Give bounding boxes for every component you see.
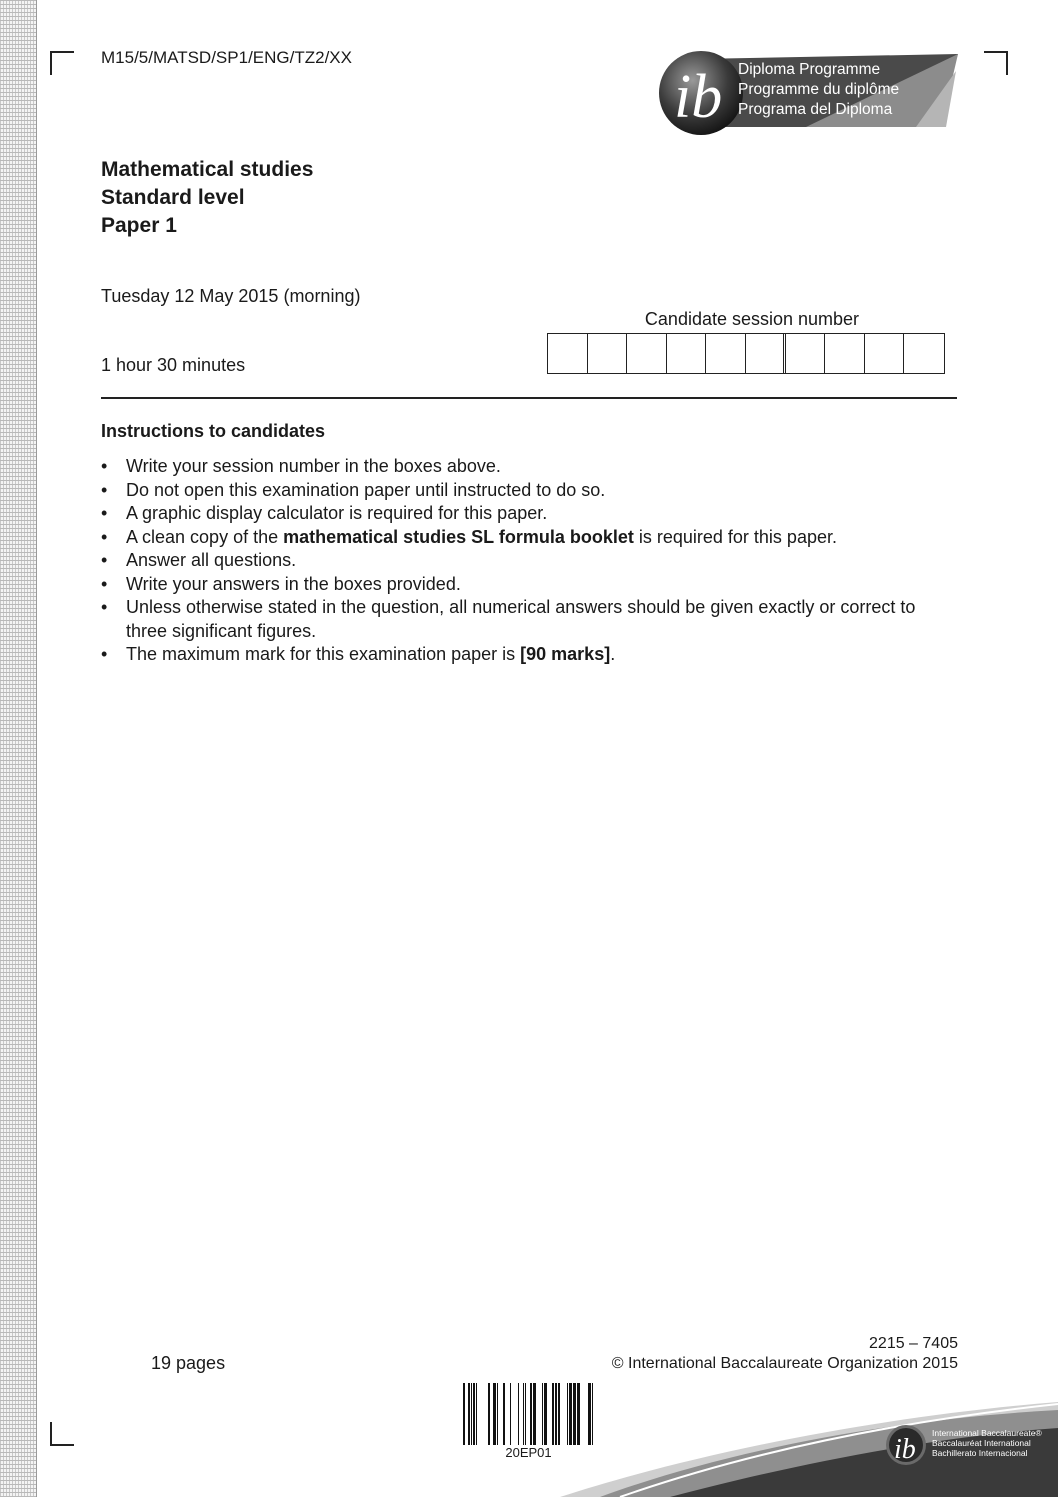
svg-text:ib: ib xyxy=(894,1434,916,1465)
level-title: Standard level xyxy=(101,186,245,209)
session-digit-box[interactable] xyxy=(825,334,865,373)
session-digit-box[interactable] xyxy=(548,334,588,373)
paper-reference: 2215 – 7405 xyxy=(869,1335,958,1352)
barcode-label: 20EP01 xyxy=(505,1445,552,1460)
instruction-item: • Write your session number in the boxes above. xyxy=(101,455,961,479)
session-number-label: Candidate session number xyxy=(644,309,860,329)
session-digit-box[interactable] xyxy=(667,334,707,373)
session-number-boxes xyxy=(547,333,945,374)
crop-mark-top-left xyxy=(50,51,74,75)
exam-duration: 1 hour 30 minutes xyxy=(101,355,246,375)
crop-mark-bottom-left xyxy=(50,1422,74,1446)
divider-rule xyxy=(101,397,957,399)
org-line: Bachillerato Internacional xyxy=(932,1448,1028,1458)
logo-line: Programme du diplôme xyxy=(738,81,900,98)
instruction-item: • Do not open this examination paper until instructed to do so. xyxy=(101,479,961,503)
bullet: • xyxy=(101,597,108,617)
ib-organisation-text xyxy=(932,1428,1042,1458)
svg-text:ib: ib xyxy=(674,63,723,131)
bullet: • xyxy=(101,573,108,594)
instruction-item: • The maximum mark for this examination paper is [90 marks]. xyxy=(101,643,961,667)
session-digit-box[interactable] xyxy=(865,334,905,373)
bullet: • xyxy=(101,644,108,664)
paper-title-block xyxy=(101,156,313,240)
bullet: • xyxy=(101,503,108,523)
session-digit-box[interactable] xyxy=(627,334,667,373)
instruction-item: • A clean copy of the mathematical studies SL formula booklet is required for this paper. xyxy=(101,526,961,550)
bullet: • xyxy=(101,526,108,547)
session-digit-box[interactable] xyxy=(706,334,746,373)
bullet: • xyxy=(101,456,108,476)
session-digit-box[interactable] xyxy=(746,334,786,373)
exam-date: Tuesday 12 May 2015 (morning) xyxy=(101,286,361,306)
session-digit-box[interactable] xyxy=(904,334,944,373)
org-line: International Baccalaureate® xyxy=(932,1428,1042,1438)
page-count: 19 pages xyxy=(151,1353,226,1373)
instructions-heading: Instructions to candidates xyxy=(101,421,326,441)
session-digit-box[interactable] xyxy=(588,334,628,373)
logo-text xyxy=(738,60,899,120)
session-digit-box[interactable] xyxy=(786,334,826,373)
instructions-list xyxy=(101,455,961,667)
instruction-item: • A graphic display calculator is required for this paper. xyxy=(101,502,961,526)
subject-title: Mathematical studies xyxy=(101,158,314,181)
exam-code: M15/5/MATSD/SP1/ENG/TZ2/XX xyxy=(101,48,352,67)
instruction-item: • Write your answers in the boxes provided. xyxy=(101,573,961,597)
crop-mark-top-right xyxy=(984,51,1008,75)
bullet: • xyxy=(101,550,108,570)
instruction-item: • Unless otherwise stated in the question, all numerical answers should be given exactly or correct to three significant figures. xyxy=(101,597,916,641)
instruction-item: • Answer all questions. xyxy=(101,549,961,573)
logo-line: Programa del Diploma xyxy=(738,101,893,118)
copyright-notice: © International Baccalaureate Organization 2015 xyxy=(611,1355,958,1372)
paper-number: Paper 1 xyxy=(101,214,177,237)
logo-line: Diploma Programme xyxy=(738,61,881,78)
scan-edge-strip xyxy=(0,0,37,1497)
bullet: • xyxy=(101,479,108,500)
org-line: Baccalauréat International xyxy=(932,1438,1031,1448)
